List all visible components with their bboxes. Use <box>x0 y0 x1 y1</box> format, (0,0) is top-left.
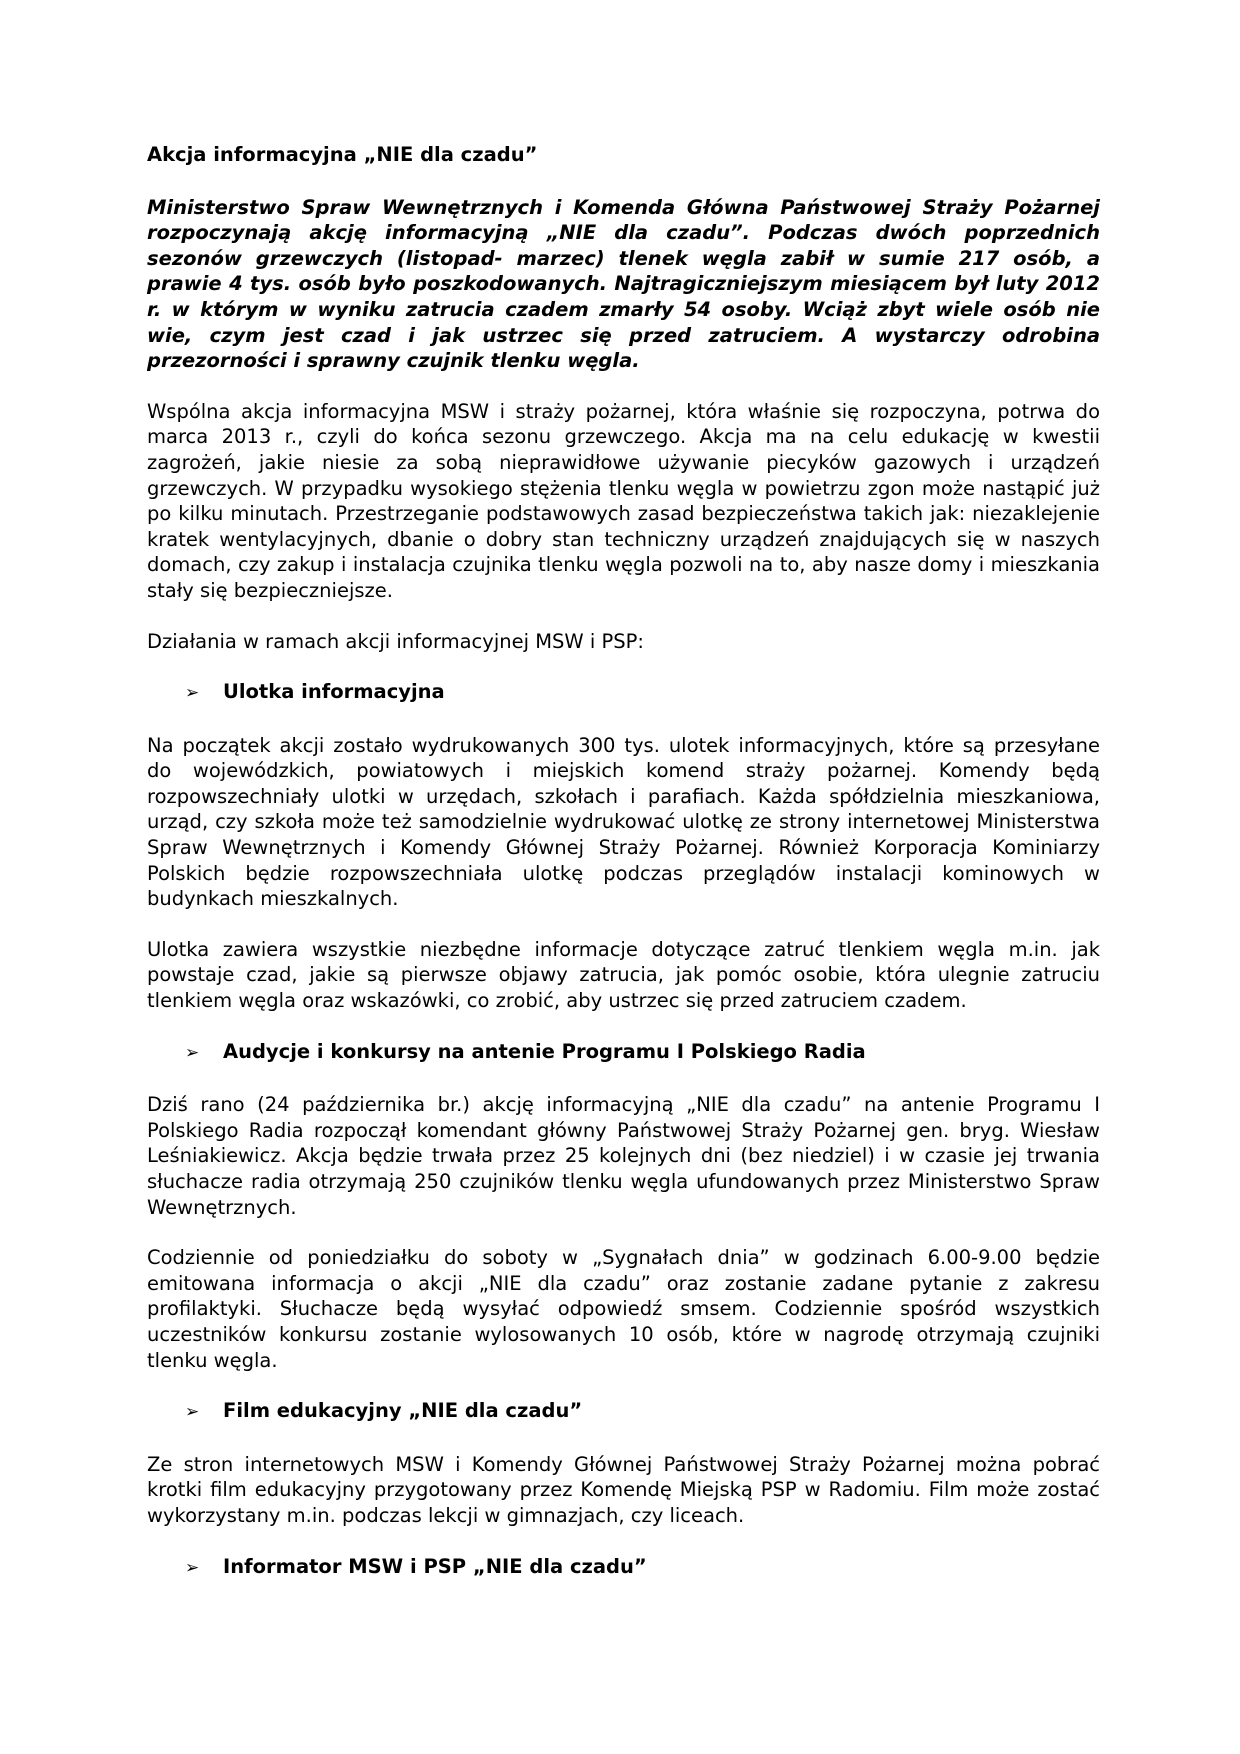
section-heading-informator <box>147 1554 1100 1582</box>
actions-heading: Działania w ramach akcji informacyjnej MSW i PSP: <box>147 629 644 653</box>
section-heading-text: Informator MSW i PSP „NIE dla czadu” <box>223 1554 647 1578</box>
arrow-bullet-icon: ➢ <box>185 1557 200 1578</box>
radio-paragraph-2: Codziennie od poniedziałku do soboty w „Sygnałach dnia” w godzinach 6.00-9.00 będzie emitowana informacja o akcji „NIE dla czadu” oraz zostanie zadane pytanie z zakresu profilaktyki. Słuchacze będą wysyłać odpowiedź smsem. Codziennie spośród wszystkich uczestników konkursu zostanie wylosowanych 10 osób, które w nagrodę otrzymają czujniki tlenku węgla. <box>147 1246 1100 1372</box>
arrow-bullet-icon: ➢ <box>185 1402 200 1423</box>
section-heading-text: Film edukacyjny „NIE dla czadu” <box>223 1399 583 1423</box>
leaflet-paragraph-2: Ulotka zawiera wszystkie niezbędne informacje dotyczące zatruć tlenkiem węgla m.in. jak powstaje czad, jakie są pierwsze objawy zatrucia, jak pomóc osobie, która ulegnie zatruciu tlenkiem węgla oraz wskazówki, co zrobić, aby ustrzec się przed zatruciem czadem. <box>147 937 1100 1013</box>
leaflet-paragraph-1: Na początek akcji zostało wydrukowanych 300 tys. ulotek informacyjnych, które są przesyłane do wojewódzkich, powiatowych i miejskich komend straży pożarnej. Komendy będą rozpowszechniały ulotki w urzędach, szkołach i parafiach. Każda spółdzielnia mieszkaniowa, urząd, czy szkoła może też samodzielnie wydrukować ulotkę ze strony internetowej Ministerstwa Spraw Wewnętrznych i Komendy Głównej Straży Pożarnej. Również Korporacja Kominiarzy Polskich będzie rozpowszechniała ulotkę podczas przeglądów instalacji kominowych w budynkach mieszkalnych. <box>147 733 1100 911</box>
document-title: Akcja informacyjna „NIE dla czadu” <box>147 143 538 166</box>
lead-paragraph: Ministerstwo Spraw Wewnętrznych i Komenda Główna Państwowej Straży Pożarnej rozpoczynają akcję informacyjną „NIE dla czadu”. Podczas dwóch poprzednich sezonów grzewczych (listopad- marzec) tlenek węgla zabił w sumie 217 osób, a prawie 4 tys. osób było poszkodowanych. Najtragiczniejszym miesiącem był luty 2012 r. w którym w wyniku zatrucia czadem zmarły 54 osoby. Wciąż zbyt wiele osób nie wie, czym jest czad i jak ustrzec się przed zatruciem. A wystarczy odrobina przezorności i sprawny czujnik tlenku węgla. <box>147 195 1100 373</box>
section-heading-text: Audycje i konkursy na antenie Programu I Polskiego Radia <box>223 1039 866 1063</box>
intro-paragraph: Wspólna akcja informacyjna MSW i straży pożarnej, która właśnie się rozpoczyna, potrwa do marca 2013 r., czyli do końca sezonu grzewczego. Akcja ma na celu edukację w kwestii zagrożeń, jakie niesie za sobą nieprawidłowe używanie piecyków gazowych i urządzeń grzewczych. W przypadku wysokiego stężenia tlenku węgla w powietrzu zgon może nastąpić już po kilku minutach. Przestrzeganie podstawowych zasad bezpieczeństwa takich jak: niezaklejenie kratek wentylacyjnych, dbanie o dobry stan techniczny urządzeń znajdujących się w naszych domach, czy zakup i instalacja czujnika tlenku węgla pozwoli na to, aby nasze domy i mieszkania stały się bezpieczniejsze. <box>147 399 1100 602</box>
section-heading-radio <box>147 1039 1100 1067</box>
document-page <box>147 142 1100 1607</box>
section-heading-text: Ulotka informacyjna <box>223 680 445 704</box>
section-heading-film <box>147 1398 1100 1426</box>
arrow-bullet-icon: ➢ <box>185 1042 200 1063</box>
radio-paragraph-1: Dziś rano (24 października br.) akcję informacyjną „NIE dla czadu” na antenie Programu I Polskiego Radia rozpoczął komendant główny Państwowej Straży Pożarnej gen. bryg. Wiesław Leśniakiewicz. Akcja będzie trwała przez 25 kolejnych dni (bez niedziel) i w czasie jej trwania słuchacze radia otrzymają 250 czujników tlenku węgla ufundowanych przez Ministerstwo Spraw Wewnętrznych. <box>147 1093 1100 1219</box>
section-heading-leaflet <box>147 679 1100 707</box>
film-paragraph: Ze stron internetowych MSW i Komendy Głównej Państwowej Straży Pożarnej można pobrać krotki film edukacyjny przygotowany przez Komendę Miejską PSP w Radomiu. Film może zostać wykorzystany m.in. podczas lekcji w gimnazjach, czy liceach. <box>147 1452 1100 1527</box>
arrow-bullet-icon: ➢ <box>185 683 200 704</box>
